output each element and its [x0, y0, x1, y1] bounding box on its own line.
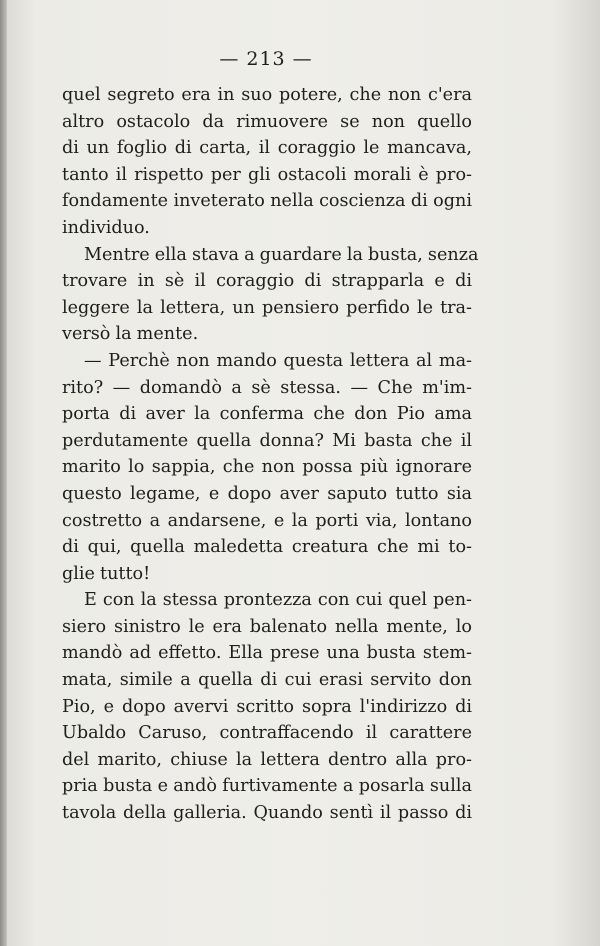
text-line: altro ostacolo da rimuovere se non quello	[62, 111, 472, 132]
text-line: rito? — domandò a sè stessa. — Che m'im-	[62, 377, 472, 398]
text-line: quel segreto era in suo potere, che non c'era	[62, 85, 472, 105]
text-line: — Perchè non mando questa lettera al ma-	[84, 350, 472, 371]
text-line: tanto il rispetto per gli ostacoli morali è pro-	[62, 164, 472, 185]
text-line: perdutamente quella donna? Mi basta che il	[62, 430, 472, 451]
text-line: tavola della galleria. Quando sentì il passo di	[62, 803, 472, 824]
text-line: individuo.	[62, 217, 150, 238]
text-line: leggere la lettera, un pensiero perfido le tra-	[62, 297, 472, 318]
text-line: glie tutto!	[62, 563, 151, 584]
text-line: questo legame, e dopo aver saputo tutto sia	[62, 483, 472, 504]
text-line: del marito, chiuse la lettera dentro alla pro-	[62, 749, 472, 770]
text-line: porta di aver la conferma che don Pio ama	[62, 404, 472, 425]
text-line: mandò ad effetto. Ella prese una busta stem-	[62, 643, 472, 664]
text-line: Ubaldo Caruso, contraffacendo il carattere	[62, 723, 472, 744]
text-line: di un foglio di carta, il coraggio le mancava,	[62, 138, 472, 159]
text-line: Pio, e dopo avervi scritto sopra l'indirizzo di	[62, 696, 472, 717]
page-spine-shadow	[0, 0, 7, 946]
text-line: versò la mente.	[62, 324, 199, 345]
text-line: pria busta e andò furtivamente a posarla sulla	[62, 776, 472, 797]
text-line: E con la stessa prontezza con cui quel pen-	[84, 590, 472, 611]
text-line: trovare in sè il coraggio di strapparla e di	[62, 271, 472, 292]
text-line: di qui, quella maledetta creatura che mi to-	[62, 537, 472, 558]
text-line: Mentre ella stava a guardare la busta, senza	[84, 244, 479, 265]
page-number: — 213 —	[219, 48, 313, 70]
text-line: marito lo sappia, che non possa più ignorare	[62, 457, 472, 478]
text-line: fondamente inveterato nella coscienza di ogni	[62, 191, 472, 212]
text-line: costretto a andarsene, e la porti via, lontano	[62, 510, 472, 531]
text-line: mata, simile a quella di cui erasi servito don	[62, 670, 472, 691]
text-line: siero sinistro le era balenato nella mente, lo	[62, 616, 472, 637]
body-text	[62, 82, 479, 827]
